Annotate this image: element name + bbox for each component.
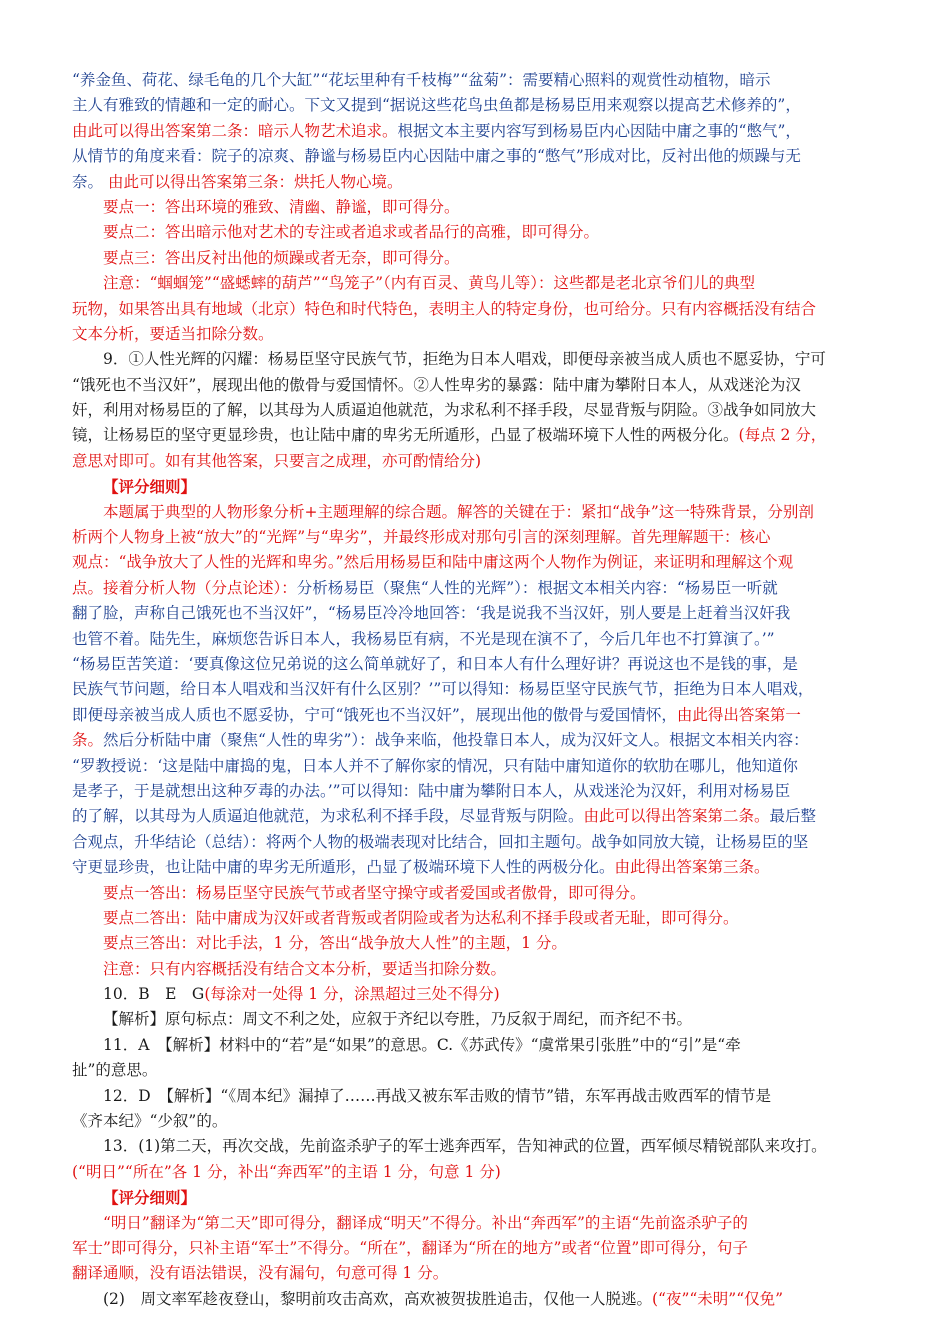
- red-text-segment: 要点一：答出环境的雅致、清幽、静谧，即可得分。: [103, 197, 460, 216]
- blue-text-segment: 翻了脸，声称自己饿死也不当汉奸”，“杨易臣冷冷地回答：‘我是说我不当汉奸，别人要是上赶着当汉奸我: [72, 604, 791, 623]
- blue-text-segment: 守更显珍贵，也让陆中庸的卑劣无所遁形，凸显了极端环境下人性的两极分化。: [72, 858, 615, 877]
- text-line: [72, 1058, 880, 1083]
- text-line: [72, 855, 880, 880]
- blue-text-segment: 主人有雅致的情趣和一定的耐心。下文又提到“据说这些花鸟虫鱼都是杨易臣用来观察以提高艺术修养的”，: [72, 96, 801, 115]
- red-text-segment: 由此得出答案第三条。: [614, 858, 770, 877]
- red-text-segment: 由此可以得出答案第二条：暗示人物艺术追求。: [72, 121, 398, 140]
- text-line: [72, 144, 880, 169]
- text-line: [72, 500, 880, 525]
- text-line: [72, 728, 880, 753]
- text-line: [72, 322, 880, 347]
- blue-text-segment: 也管不着。陆先生，麻烦您告诉日本人，我杨易臣有病，不光是现在演不了，今后几年也不打算演了。’”: [72, 629, 775, 648]
- text-line: [72, 703, 880, 728]
- red-text-segment: 析两个人物身上被“放大”的“光辉”与“卑劣”，并最终形成对那句引言的深刻理解。首先理解题干：核心: [72, 528, 771, 547]
- blue-text-segment: 奈。: [72, 172, 108, 191]
- blue-text-segment: 的了解，以其母为人质逼迫他就范，为求私利不择手段，尽显背叛与阴险。: [72, 807, 584, 826]
- text-line: [72, 195, 880, 220]
- text-line: [72, 1109, 880, 1134]
- text-line: [72, 1185, 880, 1210]
- red-text-segment: 注意：只有内容概括没有结合文本分析，要适当扣除分数。: [103, 959, 507, 978]
- text-line: [72, 550, 880, 575]
- black-text-segment: 12．D 【解析】“《周本纪》漏掉了……再战又被东军击败的情节”错，东军再战击败西军的情节是: [103, 1086, 772, 1105]
- black-text-segment: 10．B E G: [103, 985, 205, 1004]
- red-text-segment: (每涂对一处得 1 分，涂黑超过三处不得分): [204, 985, 500, 1004]
- blue-text-segment: “罗教授说：‘这是陆中庸捣的鬼，日本人并不了解你家的情况，只有陆中庸知道你的软肋在哪儿，他知道你: [72, 756, 798, 775]
- text-line: [72, 1160, 880, 1185]
- text-line: [72, 1211, 880, 1236]
- text-line: [72, 398, 880, 423]
- red-text-segment: 由此可以得出答案第二条。: [583, 807, 770, 826]
- red-text-segment: 【评分细则】: [103, 1188, 197, 1208]
- red-text-segment: 要点二：答出暗示他对艺术的专注或者追求或者品行的高雅，即可得分。: [103, 223, 600, 242]
- red-text-segment: 要点一答出：杨易臣坚守民族气节或者坚守操守或者爱国或者傲骨，即可得分。: [103, 883, 646, 902]
- red-text-segment: 要点二答出：陆中庸成为汉奸或者背叛或者阴险或者为达私利不择手段或者无耻，即可得分。: [103, 908, 739, 927]
- black-text-segment: 13．(1)第二天，再次交战，先前盗杀驴子的军士逃奔西军，告知神武的位置，西军倾尽精锐部队来攻打。: [103, 1137, 827, 1156]
- red-text-segment: 玩物，如果答出具有地域（北京）特色和时代特色，表明主人的特定身份，也可给分。只有内容概括没有结合: [72, 299, 817, 318]
- text-line: [72, 525, 880, 550]
- black-text-segment: 奸，利用对杨易臣的了解，以其母为人质逼迫他就范，为求私利不择手段，尽显背叛与阴险。③战争如同放大: [72, 401, 817, 420]
- red-text-segment: (“夜”“未明”“仅免”: [651, 1289, 784, 1308]
- red-text-segment: 【评分细则】: [103, 477, 197, 497]
- text-line: [72, 1261, 880, 1286]
- blue-text-segment: 即便母亲被当成人质也不愿妥协，宁可“饿死也不当汉奸”，展现出他的傲骨与爱国情怀，: [72, 705, 677, 724]
- text-line: [72, 68, 880, 93]
- text-line: [72, 246, 880, 271]
- red-text-segment: 由此得出答案第一: [676, 705, 801, 724]
- text-line: [72, 677, 880, 702]
- red-text-segment: 要点三答出：对比手法，1 分，答出“战争放大人性”的主题，1 分。: [103, 934, 567, 953]
- text-line: [72, 627, 880, 652]
- text-line: [72, 1236, 880, 1261]
- black-text-segment: 【解析】原句标点：周文不利之处，应叙于齐纪以夸胜，乃反叙于周纪，而齐纪不书。: [103, 1010, 693, 1029]
- black-text-segment: 扯”的意思。: [72, 1061, 158, 1080]
- text-line: [72, 957, 880, 982]
- text-line: [72, 601, 880, 626]
- red-text-segment: 点。接着分析人物（分点论述）：: [72, 578, 297, 597]
- red-text-segment: 注意：“蝈蝈笼”“盛蟋蟀的葫芦”“鸟笼子”（内有百灵、黄鸟儿等）：这些都是老北京爷们儿的典型: [103, 274, 756, 293]
- text-line: [72, 297, 880, 322]
- text-line: [72, 1084, 880, 1109]
- blue-text-segment: “养金鱼、荷花、绿毛龟的几个大缸”“花坛里种有千枝梅”“盆菊”：需要精心照料的观赏性动植物，暗示: [72, 71, 771, 89]
- red-text-segment: 翻译通顺，没有语法错误，没有漏句，句意可得 1 分。: [72, 1264, 449, 1283]
- black-text-segment: 11．A 【解析】材料中的“若”是“如果”的意思。C.《苏武传》“虞常果引张胜”中的“引”是“牵: [103, 1035, 741, 1054]
- text-line: [72, 119, 880, 144]
- text-line: [72, 220, 880, 245]
- red-text-segment: 军士”即可得分，只补主语“军士”不得分。“所在”，翻译为“所在的地方”或者“位置”即可得分，句子: [72, 1238, 748, 1257]
- blue-text-segment: 民族气节问题，给日本人唱戏和当汉奸有什么区别？’”可以得知：杨易臣坚守民族气节，拒绝为日本人唱戏，: [72, 680, 814, 699]
- text-line: [72, 881, 880, 906]
- blue-text-segment: 分析杨易臣（聚焦“人性的光辉”）：根据文本相关内容：“杨易臣一听就: [296, 578, 778, 597]
- red-text-segment: 由此可以得出答案第三条：烘托人物心境。: [107, 172, 403, 191]
- text-line: [72, 982, 880, 1007]
- text-line: [72, 754, 880, 779]
- blue-text-segment: 根据文本主要内容写到杨易臣内心因陆中庸之事的“憋气”，: [397, 121, 801, 140]
- text-line: [72, 1134, 880, 1159]
- blue-text-segment: 最后整: [769, 807, 817, 826]
- text-line: [72, 271, 880, 296]
- text-line: [72, 931, 880, 956]
- text-line: [72, 449, 880, 474]
- black-text-segment: (2) 周文率军趁夜登山，黎明前攻击高欢，高欢被贺拔胜追击，仅他一人脱逃。: [103, 1289, 652, 1308]
- text-line: [72, 1007, 880, 1032]
- blue-text-segment: 合观点，升华结论（总结）：将两个人物的极端表现对比结合，回扣主题句。战争如同放大镜，让杨易臣的坚: [72, 832, 809, 851]
- red-text-segment: (“明日”“所在”各 1 分，补出“奔西军”的主语 1 分，句意 1 分): [72, 1162, 501, 1181]
- text-line: [72, 576, 880, 601]
- red-text-segment: 意思对即可。如有其他答案，只要言之成理，亦可酌情给分): [72, 451, 482, 470]
- red-text-segment: 条。: [72, 731, 104, 750]
- text-line: [72, 93, 880, 118]
- text-line: [72, 779, 880, 804]
- text-line: [72, 906, 880, 931]
- black-text-segment: 镜，让杨易臣的坚守更显珍贵，也让陆中庸的卑劣无所遁形，凸显了极端环境下人性的两极分化。: [72, 426, 739, 445]
- text-line: [72, 804, 880, 829]
- text-line: [72, 830, 880, 855]
- black-text-segment: “饿死也不当汉奸”，展现出他的傲骨与爱国情怀。②人性卑劣的暴露：陆中庸为攀附日本人，从戏迷沦为汉: [72, 375, 801, 394]
- red-text-segment: 要点三：答出反衬出他的烦躁或者无奈，即可得分。: [103, 248, 460, 267]
- text-line: [72, 423, 880, 448]
- text-line: [72, 373, 880, 398]
- blue-text-segment: 是孝子，于是就想出这种歹毒的办法。’”可以得知：陆中庸为攀附日本人，从戏迷沦为汉奸，利用对杨易臣: [72, 781, 791, 800]
- blue-text-segment: 从情节的角度来看：院子的凉爽、静谧与杨易臣内心因陆中庸之事的“憋气”形成对比，反衬出他的烦躁与无: [72, 147, 801, 166]
- black-text-segment: 9．①人性光辉的闪耀：杨易臣坚守民族气节，拒绝为日本人唱戏，即便母亲被当成人质也不愿妥协，宁可: [103, 350, 826, 369]
- text-line: [72, 1287, 880, 1312]
- text-line: [72, 347, 880, 372]
- text-line: [72, 170, 880, 195]
- red-text-segment: “明日”翻译为“第二天”即可得分，翻译成“明天”不得分。补出“奔西军”的主语“先前盗杀驴子的: [103, 1213, 748, 1232]
- red-text-segment: (每点 2 分，: [738, 426, 827, 445]
- red-text-segment: 文本分析，要适当扣除分数。: [72, 324, 274, 343]
- black-text-segment: 《齐本纪》“少叙”的。: [72, 1112, 228, 1131]
- red-text-segment: 观点：“战争放大了人性的光辉和卑劣。”然后用杨易臣和陆中庸这两个人物作为例证，来证明和理解这个观: [72, 553, 794, 572]
- blue-text-segment: “杨易臣苦笑道：‘要真像这位兄弟说的这么简单就好了，和日本人有什么理好讲？再说这也不是钱的事，是: [72, 654, 798, 673]
- blue-text-segment: 然后分析陆中庸（聚焦“人性的卑劣”）：战争来临，他投靠日本人，成为汉奸文人。根据文本相关内容：: [103, 731, 809, 750]
- text-line: [72, 474, 880, 499]
- red-text-segment: 本题属于典型的人物形象分析+主题理解的综合题。解答的关键在于：紧扣“战争”这一特殊背景，分别剖: [103, 502, 814, 521]
- text-line: [72, 652, 880, 677]
- text-line: [72, 1033, 880, 1058]
